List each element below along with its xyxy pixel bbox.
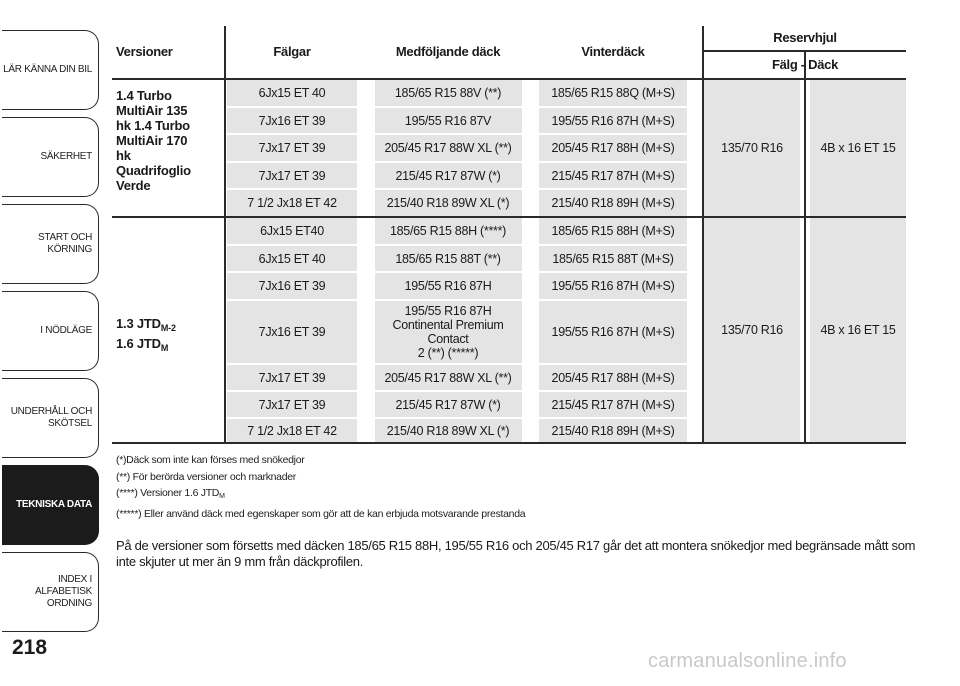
tyre-spec-table: [112, 26, 906, 444]
table-cell-rim: 7Jx17 ET 39: [258, 370, 326, 385]
snow-chain-paragraph: På de versioner som försetts med däcken 185/65 R15 88H, 195/55 R16 och 205/45 R17 går det att montera snökedjor med begränsade mått som inte skjuter ut mer än 9 mm från däckprofilen.: [116, 538, 916, 569]
footnotes: [116, 452, 916, 522]
table-cell-rim: 7Jx17 ET 39: [258, 168, 326, 183]
spare-rim-size: 4B x 16 ET 15: [820, 141, 896, 155]
spare-tyre-size: 135/70 R16: [721, 323, 783, 337]
table-cell-winter: 195/55 R16 87H (M+S): [551, 113, 675, 128]
table-cell-rim: 6Jx15 ET40: [260, 224, 324, 238]
table-cell-rim: 6Jx15 ET 40: [258, 86, 326, 100]
table-cell-tyre: 205/45 R17 88W XL (**): [384, 370, 512, 385]
chapter-tab-underhall-och-skotsel[interactable]: UNDERHÅLL OCH SKÖTSEL: [2, 378, 99, 458]
table-cell-tyre: 215/45 R17 87W (*): [395, 397, 501, 412]
table-cell-tyre: 205/45 R17 88W XL (**): [384, 141, 512, 155]
header-spare-wheel: Reservhjul: [773, 30, 837, 45]
table-cell-tyre: 195/55 R16 87H Continental Premium Contact 2 (**) (*****): [392, 304, 504, 360]
table-cell-winter: 185/65 R15 88T (M+S): [552, 251, 674, 266]
table-cell-winter: 215/45 R17 87H (M+S): [551, 168, 675, 183]
table-cell-tyre: 215/40 R18 89W XL (*): [386, 423, 510, 438]
table-cell-rim: 7 1/2 Jx18 ET 42: [247, 423, 337, 438]
chapter-tab-i-nodlage[interactable]: I NÖDLÄGE: [2, 291, 99, 371]
chapter-tab-tekniska-data[interactable]: TEKNISKA DATA: [2, 465, 99, 545]
table-cell-rim: 7Jx17 ET 39: [258, 141, 326, 155]
chapter-tab-lar-kanna-din-bil[interactable]: LÄR KÄNNA DIN BIL: [2, 30, 99, 110]
table-cell-rim: 7Jx16 ET 39: [258, 279, 326, 293]
footnote: (*)Däck som inte kan förses med snökedjor: [116, 454, 305, 466]
table-cell-winter: 195/55 R16 87H (M+S): [551, 279, 675, 293]
footnote: (**) För berörda versioner och marknader: [116, 470, 296, 483]
header-rim-tyre: Fälg - Däck: [771, 57, 839, 72]
table-cell-rim: 7Jx16 ET 39: [258, 325, 326, 339]
table-cell-rim: 7Jx16 ET 39: [258, 113, 326, 128]
header-versions: Versioner: [116, 44, 173, 59]
table-cell-tyre: 185/65 R15 88V (**): [394, 86, 502, 100]
spare-tyre-size: 135/70 R16: [721, 141, 783, 155]
table-cell-tyre: 185/65 R15 88H (****): [390, 224, 506, 238]
table-cell-winter: 215/45 R17 87H (M+S): [551, 397, 675, 412]
table-cell-winter: 215/40 R18 89H (M+S): [551, 423, 675, 438]
header-winter-tyres: Vinterdäck: [581, 44, 645, 59]
watermark: carmanualsonline.info: [648, 650, 847, 672]
footnote: (****) Versioner 1.6 $JTD_M$: [116, 487, 225, 500]
table-cell-winter: 185/65 R15 88Q (M+S): [551, 86, 675, 100]
chapter-tab-start-och-korning[interactable]: START OCH KÖRNING: [2, 204, 99, 284]
version-label-group2: 1.3 $JTD_{M-2}$ 1.6 $JTD_M$: [116, 316, 176, 353]
spare-rim-size: 4B x 16 ET 15: [820, 323, 896, 337]
header-tyres: Medföljande däck: [395, 44, 501, 59]
table-cell-winter: 205/45 R17 88H (M+S): [551, 141, 675, 155]
table-cell-tyre: 215/40 R18 89W XL (*): [386, 196, 510, 210]
table-cell-rim: 6Jx15 ET 40: [258, 251, 326, 266]
footnote: (*****) Eller använd däck med egenskaper som gör att de kan erbjuda motsvarande prestanda: [116, 507, 526, 520]
table-cell-tyre: 195/55 R16 87H: [404, 279, 492, 293]
table-cell-rim: 7Jx17 ET 39: [258, 397, 326, 412]
table-cell-tyre: 215/45 R17 87W (*): [395, 168, 501, 183]
chapter-tab-index[interactable]: INDEX I ALFABETISK ORDNING: [2, 552, 99, 632]
version-label-group1: 1.4 Turbo MultiAir 135 hk 1.4 Turbo MultiAir 170 hk Quadrifoglio Verde: [116, 88, 191, 193]
table-cell-winter: 185/65 R15 88H (M+S): [551, 224, 675, 238]
table-cell-rim: 7 1/2 Jx18 ET 42: [247, 196, 337, 210]
chapter-sidebar: [0, 0, 100, 686]
chapter-tab-sakerhet[interactable]: SÄKERHET: [2, 117, 99, 197]
table-cell-winter: 195/55 R16 87H (M+S): [551, 325, 675, 339]
header-rims: Fälgar: [273, 44, 311, 59]
table-cell-winter: 215/40 R18 89H (M+S): [551, 196, 675, 210]
table-cell-winter: 205/45 R17 88H (M+S): [551, 370, 675, 385]
page-number: 218: [12, 636, 48, 659]
table-cell-tyre: 195/55 R16 87V: [404, 113, 492, 128]
table-cell-tyre: 185/65 R15 88T (**): [395, 251, 501, 266]
